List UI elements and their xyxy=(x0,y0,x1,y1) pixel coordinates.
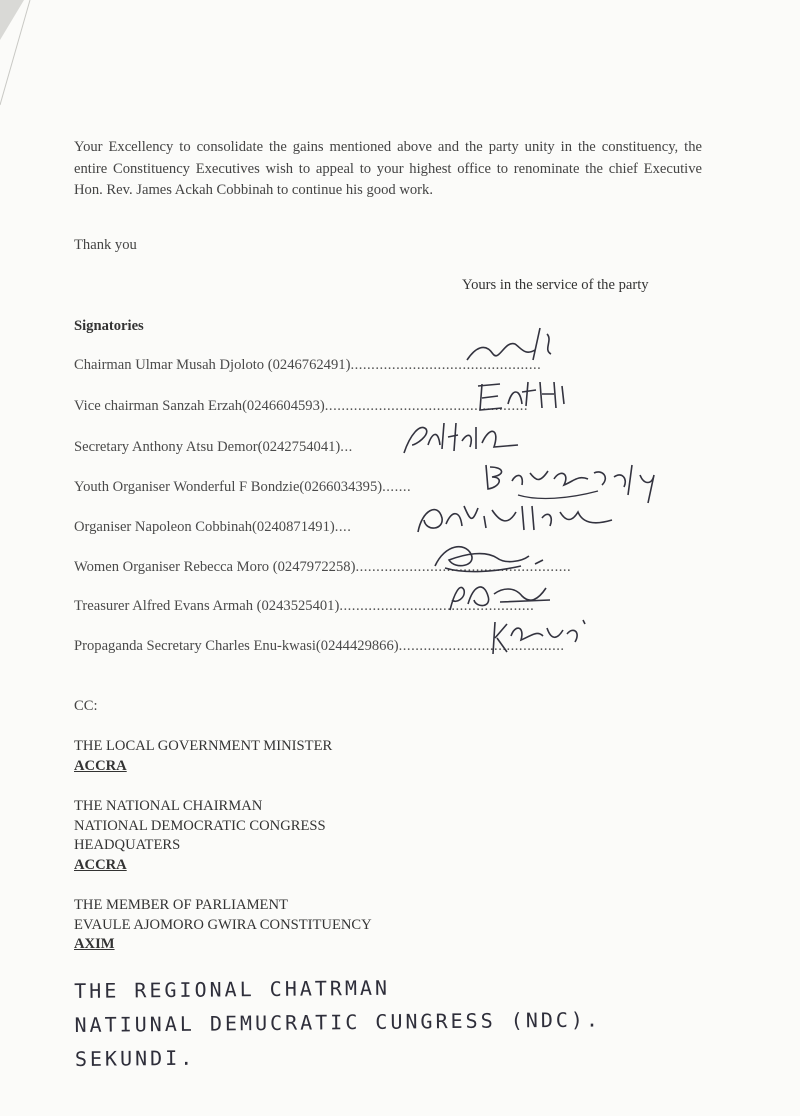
signatory-name: Chairman Ulmar Musah Djoloto (0246762491) xyxy=(74,357,351,373)
signature-treasurer xyxy=(440,574,560,616)
signature-line: .................................................... xyxy=(355,559,572,575)
signature-vice-chairman xyxy=(470,374,580,418)
signatories-heading: Signatories xyxy=(74,318,144,334)
handwritten-line: THE REGIONAL CHATRMAN xyxy=(74,975,391,1003)
signatory-name: Women Organiser Rebecca Moro (0247972258) xyxy=(74,559,356,575)
handwritten-recipient xyxy=(74,967,735,1076)
closing-text: Yours in the service of the party xyxy=(462,277,649,293)
signatory-row-organiser xyxy=(74,519,351,539)
recipient-line: EVAULE AJOMORO GWIRA CONSTITUENCY xyxy=(74,916,372,933)
body-paragraph: Your Excellency to consolidate the gains mentioned above and the party unity in the constituency, the entire Constituency Executives wish to appeal to your highest office to renominate the chief Executive Hon. Rev. James Ackah Cobbinah to continue his good work. xyxy=(74,139,702,198)
recipient-city: ACCRA xyxy=(74,757,127,774)
signatory-name: Treasurer Alfred Evans Armah (0243525401) xyxy=(74,598,340,614)
handwritten-line: NATIUNAL DEMUCRATIC CUNGRESS (NDC). xyxy=(74,1007,602,1037)
cc-recipient-local-government xyxy=(74,737,332,776)
cc-recipient-member-of-parliament xyxy=(74,896,372,955)
recipient-city: ACCRA xyxy=(74,856,127,873)
recipient-line: THE MEMBER OF PARLIAMENT xyxy=(74,897,288,913)
signature-chairman xyxy=(455,320,565,370)
signatory-row-secretary xyxy=(74,439,353,459)
signature-line: .............................................. xyxy=(350,357,542,373)
signature-line: ................................................. xyxy=(324,398,529,414)
signature-line: .... xyxy=(334,519,352,535)
cc-label: CC: xyxy=(74,698,98,714)
signatory-name: Organiser Napoleon Cobbinah(0240871491) xyxy=(74,519,335,535)
signatory-name: Propaganda Secretary Charles Enu-kwasi(0244429866) xyxy=(74,638,399,654)
recipient-line: THE LOCAL GOVERNMENT MINISTER xyxy=(74,738,333,754)
page-fold-corner xyxy=(0,0,60,110)
signatory-name: Secretary Anthony Atsu Demor(0242754041) xyxy=(74,439,341,455)
signature-line: ....... xyxy=(382,479,412,495)
recipient-line: NATIONAL DEMOCRATIC CONGRESS xyxy=(74,817,326,834)
signature-secretary xyxy=(398,415,528,459)
thank-you-text: Thank you xyxy=(74,237,137,253)
signatory-row-youth-organiser xyxy=(74,479,411,499)
signature-line: ............................................... xyxy=(339,598,535,614)
recipient-city: AXIM xyxy=(74,936,115,952)
handwritten-line: SEKUNDI. xyxy=(74,1045,196,1071)
signature-line: ... xyxy=(340,439,353,455)
recipient-line: HEADQUATERS xyxy=(74,837,181,853)
signatory-name: Youth Organiser Wonderful F Bondzie(0266034395) xyxy=(74,479,383,495)
signature-line: ........................................ xyxy=(398,638,565,654)
signature-propaganda-secretary xyxy=(485,612,595,660)
recipient-line: THE NATIONAL CHAIRMAN xyxy=(74,798,263,814)
cc-recipient-national-chairman xyxy=(74,797,326,875)
signatory-name: Vice chairman Sanzah Erzah(0246604593) xyxy=(74,398,325,414)
signature-organiser xyxy=(412,496,632,540)
signature-women-organiser xyxy=(425,536,555,576)
